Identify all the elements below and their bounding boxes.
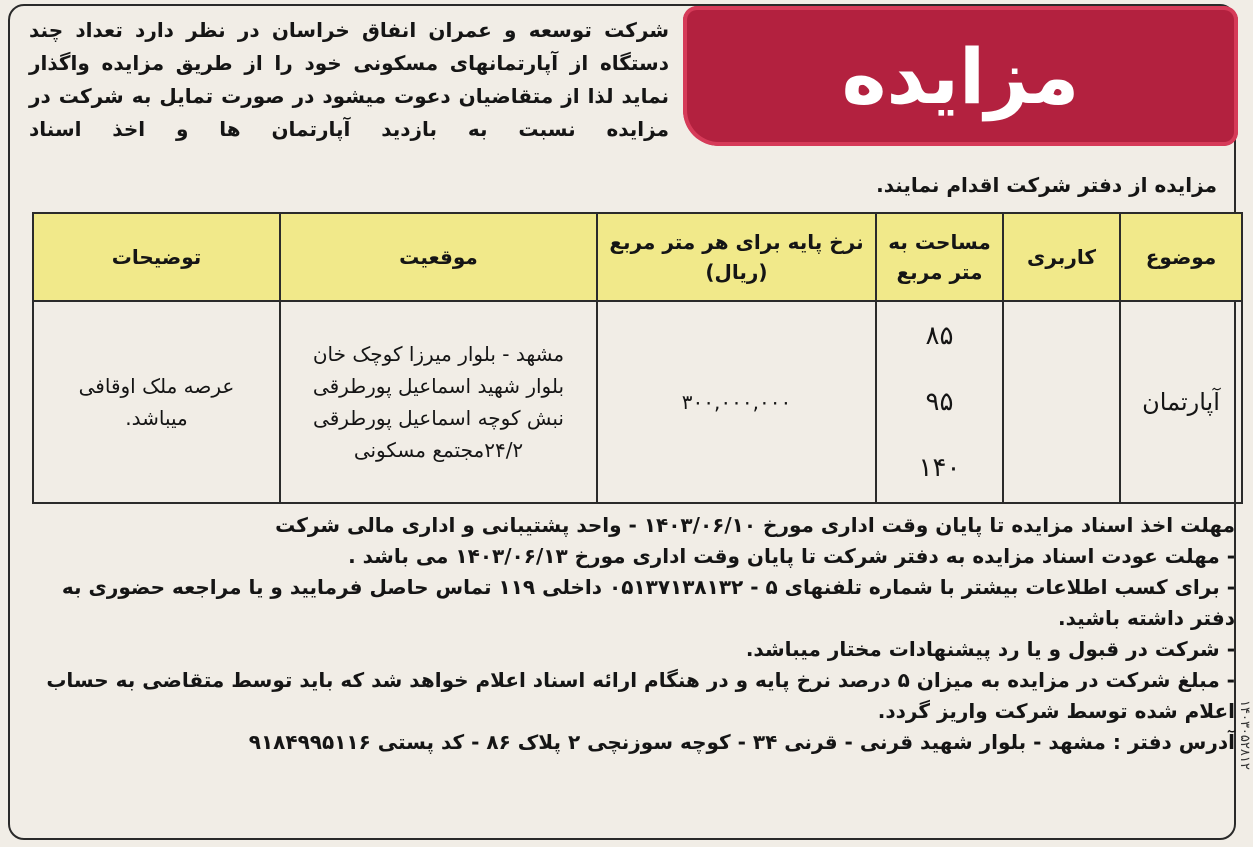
intro-paragraph: شرکت توسعه و عمران انفاق خراسان در نظر دارد تعداد چند دستگاه از آپارتمانهای مسکونی خود را از طریق مزایده واگذار نماید لذا از متقاضیان دعوت میشود در صورت تمایل به شرکت در مزایده نسبت به بازدید آپارتمان ها و اخذ اسناد (29, 18, 669, 141)
address-line: آدرس دفتر : مشهد - بلوار شهید قرنی - قرنی ۳۴ - کوچه سوزنچی ۲ پلاک ۸۶ - کد پستی ۹۱۸۴۹۹۵۱۱۶ (248, 730, 1235, 754)
condition-line: - مهلت عودت اسناد مزایده به دفتر شرکت تا پایان وقت اداری مورخ ۱۴۰۳/۰۶/۱۳ می باشد . (348, 544, 1235, 568)
location-line: نبش کوچه اسماعیل پورطرقی (313, 406, 564, 430)
area-value: ۸۵ (925, 321, 954, 351)
title-banner (683, 6, 1238, 146)
condition-line: - برای کسب اطلاعات بیشتر با شماره تلفنهای ۵ - ۰۵۱۳۷۱۳۸۱۳۲ داخلی ۱۱۹ تماس حاصل فرمایید و یا مراجعه حضوری به دفتر داشته باشید. (61, 575, 1235, 630)
notice-title: مزایده (841, 31, 1080, 121)
header-area: مساحت به متر مربع (876, 213, 1003, 301)
header-location: موقعیت (280, 213, 597, 301)
cell-subject: آپارتمان (1120, 301, 1242, 503)
notes-line: عرصه ملک اوقافی (78, 374, 235, 398)
table-header-row (33, 213, 1242, 301)
table-row (33, 301, 1242, 503)
area-value: ۹۵ (925, 387, 954, 417)
header-usage: کاربری (1003, 213, 1120, 301)
notes-line: میباشد. (125, 406, 188, 430)
side-reference-number: ۱۴۰۳۰۵۲۸۱۲ (1237, 700, 1252, 770)
header-price: نرخ پایه برای هر متر مربع (ریال) (597, 213, 876, 301)
cell-location (280, 301, 597, 503)
intro-paragraph-end: مزایده از دفتر شرکت اقدام نمایند. (876, 173, 1217, 197)
header-subject: موضوع (1120, 213, 1242, 301)
cell-usage (1003, 301, 1120, 503)
area-value: ۱۴۰ (918, 453, 961, 483)
cell-areas (876, 301, 1003, 503)
location-line: مشهد - بلوار میرزا کوچک خان (312, 342, 565, 366)
cell-notes (33, 301, 280, 503)
condition-line: - شرکت در قبول و یا رد پیشنهادات مختار میباشد. (745, 637, 1235, 661)
cell-price: ۳۰۰,۰۰۰,۰۰۰ (597, 301, 876, 503)
auction-table (32, 212, 1243, 504)
location-line: بلوار شهید اسماعیل پورطرقی (312, 374, 565, 398)
condition-line: - مبلغ شرکت در مزایده به میزان ۵ درصد نرخ پایه و در هنگام ارائه اسناد اعلام خواهد شد که باید توسط متقاضی به حساب اعلام شده توسط شرکت واریز گردد. (46, 668, 1235, 723)
location-line: ۲۴/۲مجتمع مسکونی (353, 438, 524, 462)
header-notes: توضیحات (33, 213, 280, 301)
condition-line: مهلت اخذ اسناد مزایده تا پایان وقت اداری مورخ ۱۴۰۳/۰۶/۱۰ - واحد پشتیبانی و اداری مالی شرکت (275, 513, 1235, 537)
notice-conditions (30, 510, 1235, 758)
